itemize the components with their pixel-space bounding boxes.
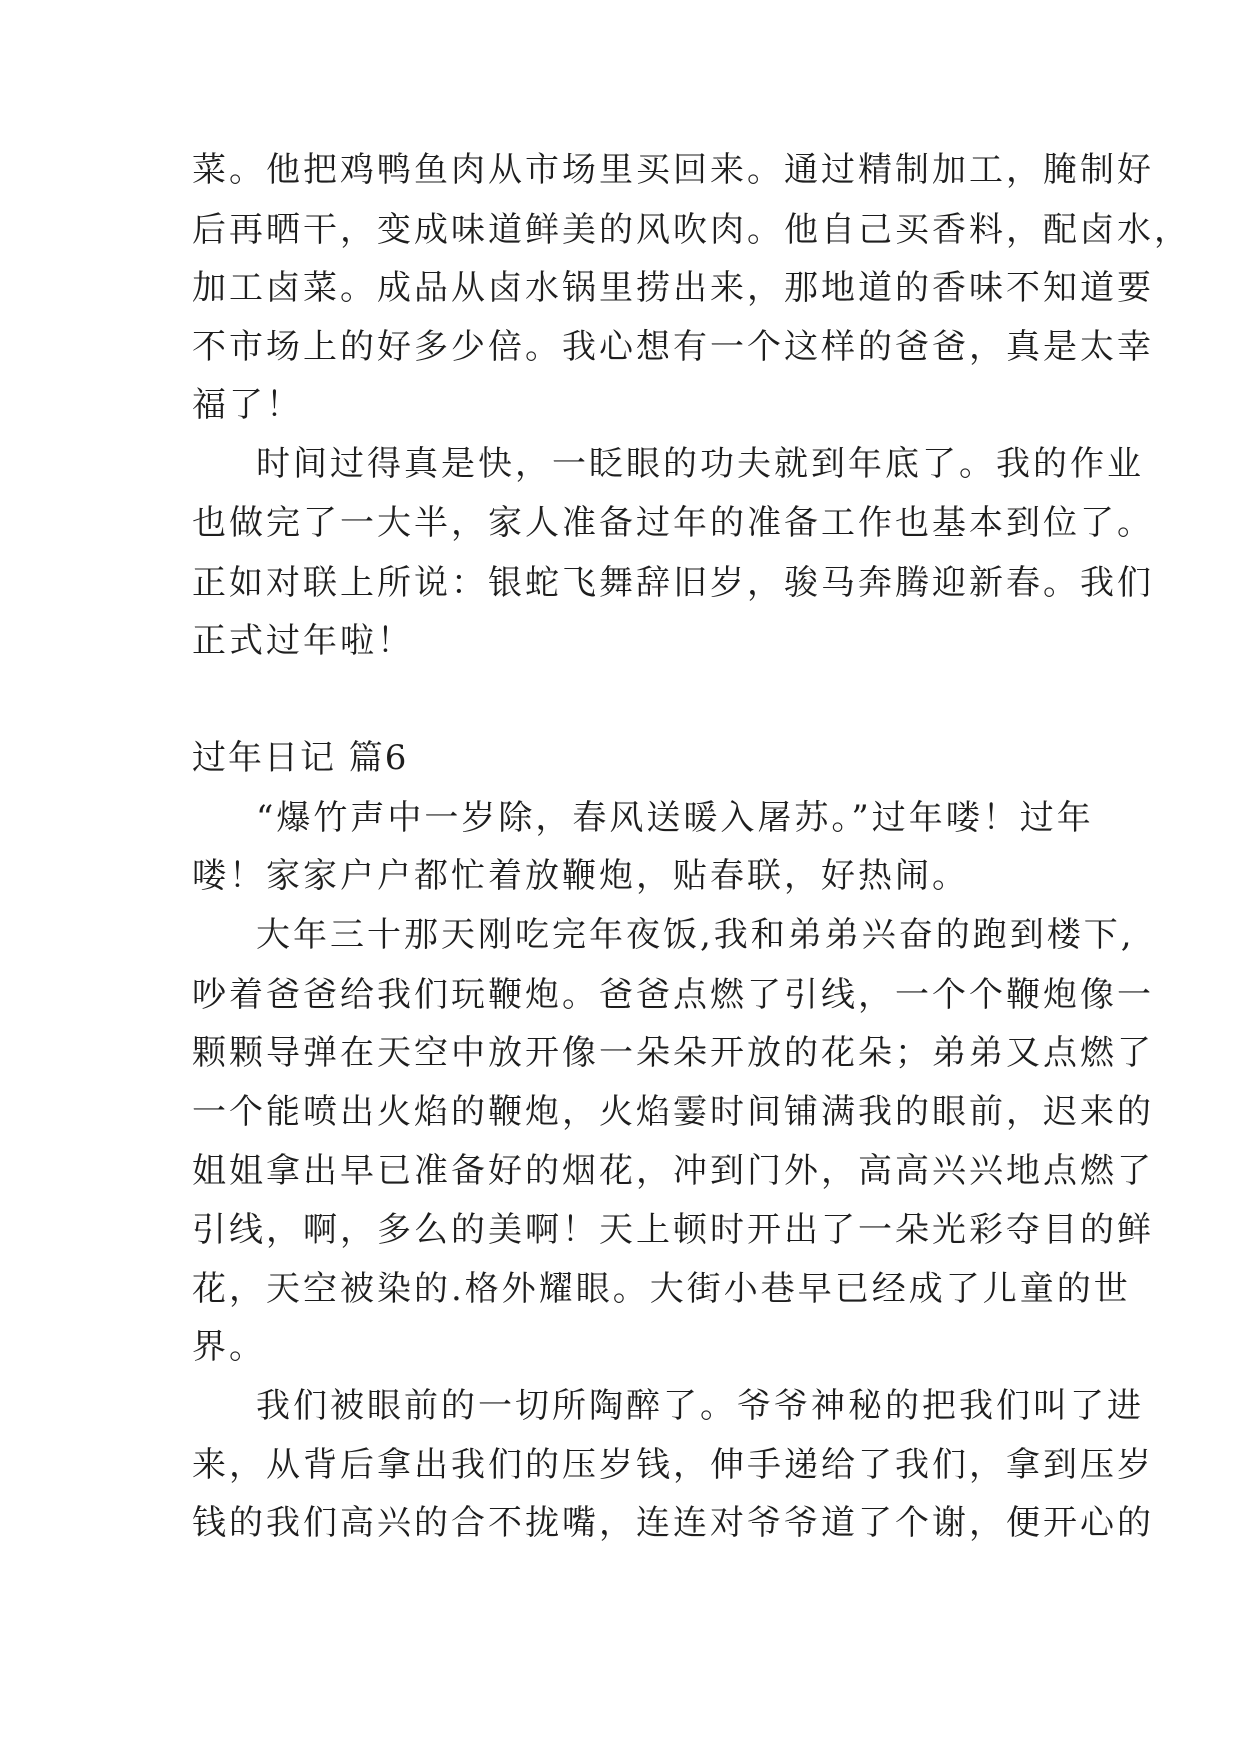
text-line: 后再晒干，变成味道鲜美的风吹肉。他自己买香料，配卤水， bbox=[192, 210, 1191, 250]
text-line: 界。 bbox=[192, 1327, 266, 1367]
text-line: 引线，啊，多么的美啊！天上顿时开出了一朵光彩夺目的鲜 bbox=[192, 1210, 1154, 1250]
text-line: 不市场上的好多少倍。我心想有一个这样的爸爸，真是太幸 bbox=[192, 327, 1154, 367]
text-line: 颗颗导弹在天空中放开像一朵朵开放的花朵；弟弟又点燃了 bbox=[192, 1033, 1154, 1073]
text-line: 也做完了一大半，家人准备过年的准备工作也基本到位了。 bbox=[192, 503, 1154, 543]
text-line: 正如对联上所说：银蛇飞舞辞旧岁，骏马奔腾迎新春。我们 bbox=[192, 563, 1154, 603]
text-line: 钱的我们高兴的合不拢嘴，连连对爷爷道了个谢，便开心的 bbox=[192, 1503, 1154, 1543]
text-line: 花，天空被染的.格外耀眼。大街小巷早已经成了儿童的世 bbox=[192, 1269, 1131, 1309]
paragraph-start-line: 时间过得真是快，一眨眼的功夫就到年底了。我的作业 bbox=[256, 444, 1144, 484]
text-line: 菜。他把鸡鸭鱼肉从市场里买回来。通过精制加工，腌制好 bbox=[192, 150, 1154, 190]
text-line: 正式过年啦！ bbox=[192, 621, 414, 661]
paragraph-start-line: 大年三十那天刚吃完年夜饭,我和弟弟兴奋的跑到楼下, bbox=[256, 915, 1135, 955]
text-line: 吵着爸爸给我们玩鞭炮。爸爸点燃了引线，一个个鞭炮像一 bbox=[192, 975, 1154, 1015]
text-line: 加工卤菜。成品从卤水锅里捞出来，那地道的香味不知道要 bbox=[192, 268, 1154, 308]
paragraph-start-line: “爆竹声中一岁除，春风送暖入屠苏。”过年喽！过年 bbox=[256, 798, 1094, 838]
text-line: 一个能喷出火焰的鞭炮，火焰霎时间铺满我的眼前，迟来的 bbox=[192, 1092, 1154, 1132]
text-line: 喽！家家户户都忙着放鞭炮，贴春联，好热闹。 bbox=[192, 856, 969, 896]
section-heading: 过年日记 篇6 bbox=[192, 738, 409, 778]
paragraph-start-line: 我们被眼前的一切所陶醉了。爷爷神秘的把我们叫了进 bbox=[256, 1386, 1144, 1426]
text-line: 来，从背后拿出我们的压岁钱，伸手递给了我们，拿到压岁 bbox=[192, 1445, 1154, 1485]
text-line: 姐姐拿出早已准备好的烟花，冲到门外，高高兴兴地点燃了 bbox=[192, 1151, 1154, 1191]
text-line: 福了！ bbox=[192, 385, 303, 425]
